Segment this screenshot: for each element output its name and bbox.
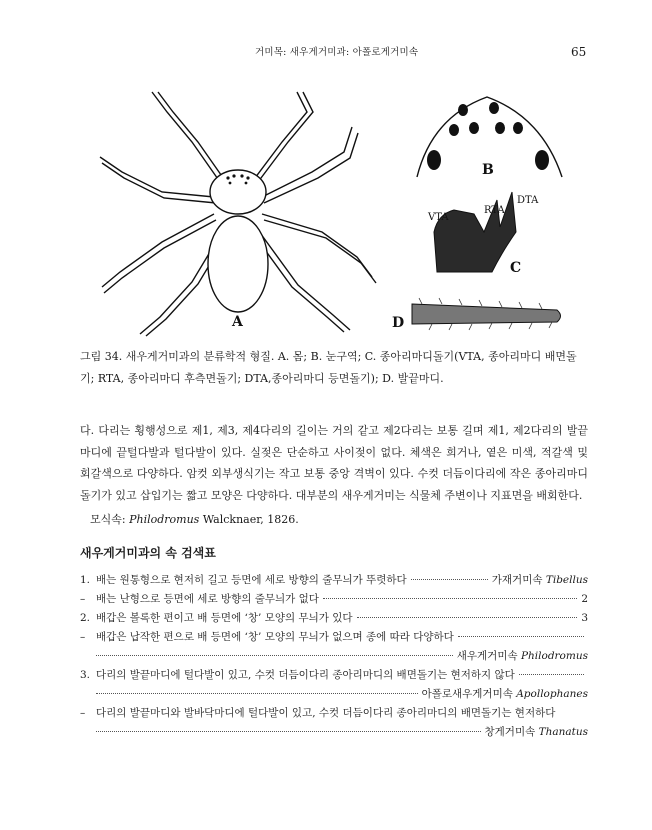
key-row-text: 배는 원통형으로 현저히 길고 등면에 세로 방향의 줄무늬가 뚜렷하다	[96, 574, 407, 586]
key-heading: 새우게거미과의 속 검색표	[80, 546, 216, 560]
key-row	[80, 610, 588, 628]
leader-dots	[458, 636, 584, 637]
key-row-text: 다리의 발끝마디와 발바닥마디에 털다발이 있고, 수컷 더듬이다리 종아리마디의 배면돌기는 현저하다	[96, 707, 556, 719]
page-number: 65	[571, 45, 587, 59]
key-row-text: 배갑은 납작한 편으로 배 등면에 ‘창’ 모양의 무늬가 없으며 종에 따라 다양하다	[96, 631, 454, 643]
figure-caption: 그림 34. 새우게거미과의 분류학적 형질. A. 몸; B. 눈구역; C. 종아리마디돌기(VTA, 종아리마디 배면돌기; RTA, 종아리마디 후측면돌기; DTA,종아리마디 등면돌기); D. 발끝마디.	[80, 350, 577, 385]
key-row-text: 배갑은 볼록한 편이고 배 등면에 ‘창’ 모양의 무늬가 있다	[96, 612, 353, 624]
label-d: D	[392, 315, 405, 331]
leader-dots	[411, 579, 488, 580]
leader-dots	[357, 617, 578, 618]
type-genus-label: 모식속:	[90, 513, 126, 526]
tarsus-drawing	[412, 298, 561, 330]
running-title: 거미목: 새우게거미과: 아폴로게거미속	[255, 47, 419, 58]
key-row-text: 배는 난형으로 등면에 세로 방향의 줄무늬가 없다	[96, 593, 319, 605]
key-row	[80, 572, 588, 590]
key-row-text: 다리의 발끝마디에 털다발이 있고, 수컷 더듬이다리 종아리마디의 배면돌기는 현저하지 않다	[96, 669, 515, 681]
leader-dots	[96, 731, 481, 732]
spider-body-drawing	[100, 92, 376, 336]
label-a: A	[232, 314, 243, 330]
key-row	[80, 591, 588, 609]
key-row	[80, 724, 588, 742]
key-row	[80, 705, 588, 723]
type-genus-line	[90, 511, 299, 527]
key-row-result: 창게거미속 Thanatus	[484, 726, 588, 738]
key-row	[80, 686, 588, 704]
key-row	[80, 629, 588, 647]
key-row-number: 1.	[80, 574, 91, 586]
type-genus-author: Walcknaer, 1826.	[202, 513, 299, 526]
key-row	[80, 667, 588, 685]
leader-dots	[96, 693, 418, 694]
tibial-apophyses-drawing	[434, 192, 516, 272]
type-genus-name: Philodromus	[129, 513, 200, 526]
label-vta: VTA	[428, 212, 449, 223]
body-paragraph: 다. 다리는 횡행성으로 제1, 제3, 제4다리의 길이는 거의 같고 제2다리는 보통 길며 제1, 제2다리의 발끝마디에 끝털다발과 털다발이 있다. 실젖은 단순하고 사이젖이 없다. 체색은 희거나, 옅은 미색, 적갈색 및 회갈색으로 다양하다. 암컷 외부생식기는 작고 보통 중앙 격벽이 있다. 수컷 더듬이다리에 작은 종아리마디돌기가 있고 삽입기는 짧고 모양은 다양하다. 대부분의 새우게거미는 식물체 주변이나 지표면을 배회한다.	[80, 424, 588, 502]
leader-dots	[519, 674, 584, 675]
label-dta: DTA	[517, 195, 539, 206]
key-row-result: 새우게거미속 Philodromus	[456, 650, 588, 662]
label-rta: RTA	[484, 205, 505, 216]
key-row-result: 아폴로새우게거미속 Apollophanes	[421, 688, 588, 700]
leader-dots	[96, 655, 453, 656]
key-row-result: 3	[581, 612, 588, 624]
figure-illustration	[82, 82, 582, 342]
figure-34	[82, 82, 582, 342]
label-b: B	[482, 162, 494, 178]
key-row-result: 가재거미속 Tibellus	[491, 574, 588, 586]
key-row-number: –	[80, 631, 86, 643]
key-row-number: –	[80, 593, 86, 605]
key-row-number: 3.	[80, 669, 91, 681]
leader-dots	[323, 598, 577, 599]
label-c: C	[510, 260, 522, 276]
key-row-number: –	[80, 707, 86, 719]
key-row	[80, 648, 588, 666]
key-row-result: 2	[581, 593, 588, 605]
key-row-number: 2.	[80, 612, 91, 624]
